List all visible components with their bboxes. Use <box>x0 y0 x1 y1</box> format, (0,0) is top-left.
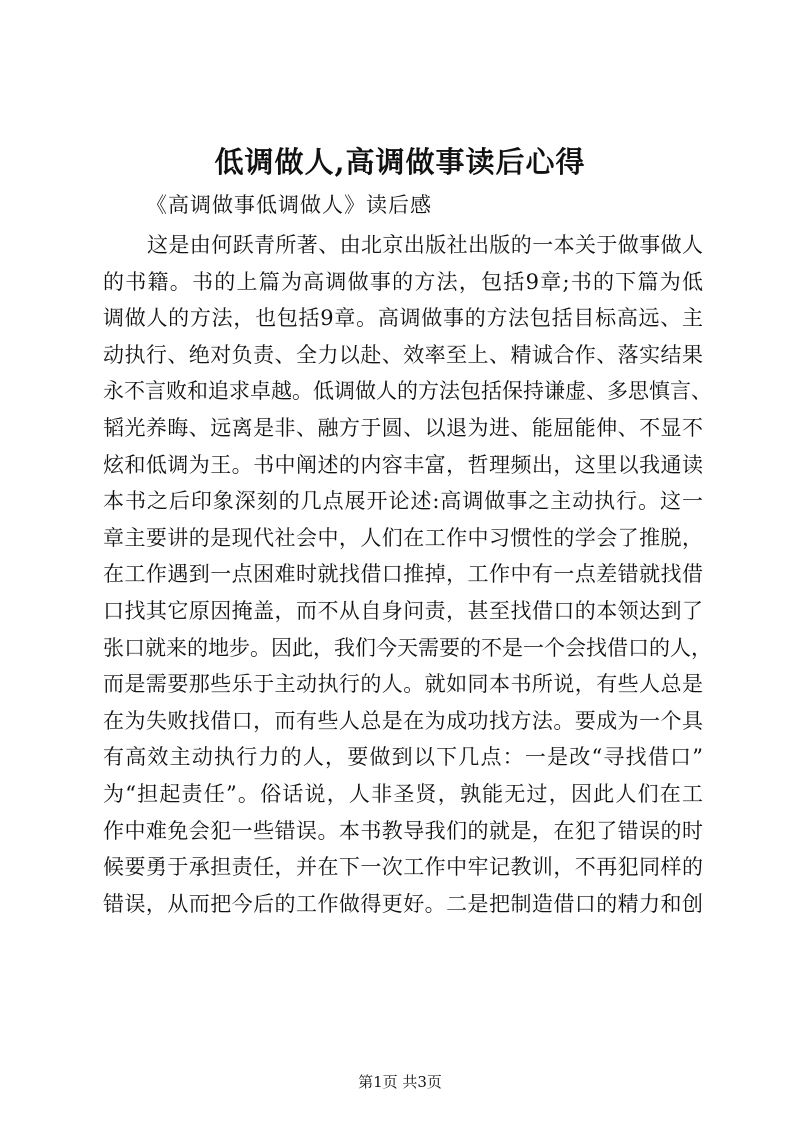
text-line: 章主要讲的是现代社会中，人们在工作中习惯性的学会了推脱， <box>103 525 703 550</box>
page-number-footer: 第1页 共3页 <box>358 1073 442 1091</box>
text-line: 候要勇于承担责任，并在下一次工作中牢记教训，不再犯同样的 <box>103 855 703 880</box>
document-subtitle: 《高调做事低调做人》读后感 <box>146 193 432 217</box>
text-line: 调做人的方法，也包括9章。高调做事的方法包括目标高远、主 <box>103 306 703 331</box>
text-line: 这是由何跃青所著、由北京出版社出版的一本关于做事做人 <box>147 233 703 257</box>
text-line: 有高效主动执行力的人，要做到以下几点：一是改“寻找借口” <box>103 745 703 770</box>
text-line: 在为失败找借口，而有些人总是在为成功找方法。要成为一个具 <box>103 708 703 733</box>
text-line: 而是需要那些乐于主动执行的人。就如同本书所说，有些人总是 <box>103 672 703 697</box>
text-line: 炫和低调为王。书中阐述的内容丰富，哲理频出，这里以我通读 <box>103 452 703 477</box>
text-line: 永不言败和追求卓越。低调做人的方法包括保持谦虚、多思慎言、 <box>103 379 712 404</box>
text-line: 为“担起责任”。俗话说，人非圣贤，孰能无过，因此人们在工 <box>103 781 703 806</box>
text-line: 的书籍。书的上篇为高调做事的方法，包括9章;书的下篇为低 <box>103 269 703 294</box>
body-paragraph <box>103 227 712 922</box>
text-line: 动执行、绝对负责、全力以赴、效率至上、精诚合作、落实结果 <box>103 342 703 367</box>
text-line: 口找其它原因掩盖，而不从自身问责，甚至找借口的本领达到了 <box>103 598 703 623</box>
text-line: 本书之后印象深刻的几点展开论述:高调做事之主动执行。这一 <box>103 489 703 514</box>
text-line: 韬光养晦、远离是非、融方于圆、以退为进、能屈能伸、不显不 <box>103 415 703 440</box>
text-line: 错误，从而把今后的工作做得更好。二是把制造借口的精力和创 <box>103 891 703 916</box>
text-line: 在工作遇到一点困难时就找借口推掉，工作中有一点差错就找借 <box>103 562 703 587</box>
text-line: 作中难免会犯一些错误。本书教导我们的就是，在犯了错误的时 <box>103 818 703 843</box>
text-line: 张口就来的地步。因此，我们今天需要的不是一个会找借口的人， <box>103 635 712 660</box>
page-title: 低调做人,高调做事读后心得 <box>214 145 586 179</box>
